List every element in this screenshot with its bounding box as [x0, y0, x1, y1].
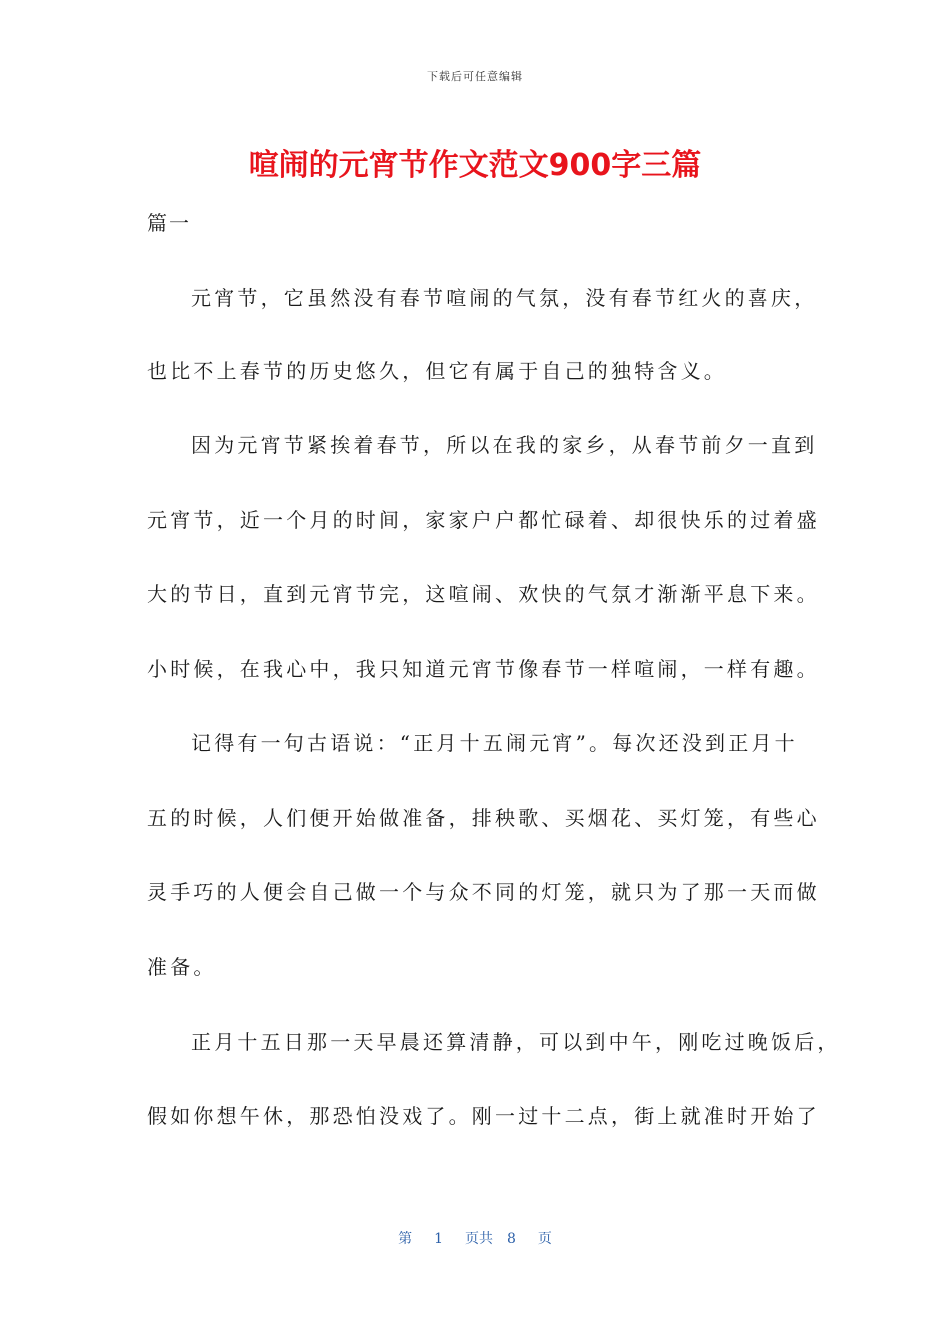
footer-page-suffix: 页 [537, 1231, 552, 1247]
paragraph-line: 准备。 [147, 955, 217, 979]
paragraph-line: 元宵节，它虽然没有春节喧闹的气氛，没有春节红火的喜庆， [191, 286, 818, 310]
section-label: 篇一 [147, 211, 191, 235]
paragraph-line: 灵手巧的人便会自己做一个与众不同的灯笼，就只为了那一天而做 [147, 880, 820, 904]
paragraph-line: 大的节日，直到元宵节完，这喧闹、欢快的气氛才渐渐平息下来。 [147, 582, 820, 606]
footer-page-number: 1 [434, 1231, 443, 1247]
paragraph-line: 小时候，在我心中，我只知道元宵节像春节一样喧闹，一样有趣。 [147, 657, 820, 681]
paragraph-line: 记得有一句古语说：“正月十五闹元宵”。每次还没到正月十 [191, 731, 798, 755]
document-title: 喧闹的元宵节作文范文900字三篇 [248, 148, 702, 183]
paragraph-line: 也比不上春节的历史悠久，但它有属于自己的独特含义。 [147, 359, 727, 383]
paragraph-line: 正月十五日那一天早晨还算清静，可以到中午，刚吃过晚饭后， [191, 1030, 841, 1054]
footer-total-prefix: 页共 [465, 1231, 493, 1247]
paragraph-line: 五的时候，人们便开始做准备，排秧歌、买烟花、买灯笼，有些心 [147, 806, 820, 830]
page-header-note: 下载后可任意编辑 [427, 70, 523, 83]
footer-page-word: 第 [398, 1231, 413, 1247]
footer-total-pages: 8 [507, 1231, 516, 1247]
page-footer [0, 1228, 950, 1248]
paragraph-line: 元宵节，近一个月的时间，家家户户都忙碌着、却很快乐的过着盛 [147, 508, 820, 532]
paragraph-line: 因为元宵节紧挨着春节，所以在我的家乡，从春节前夕一直到 [191, 433, 818, 457]
paragraph-line: 假如你想午休，那恐怕没戏了。刚一过十二点，街上就准时开始了 [147, 1104, 820, 1128]
